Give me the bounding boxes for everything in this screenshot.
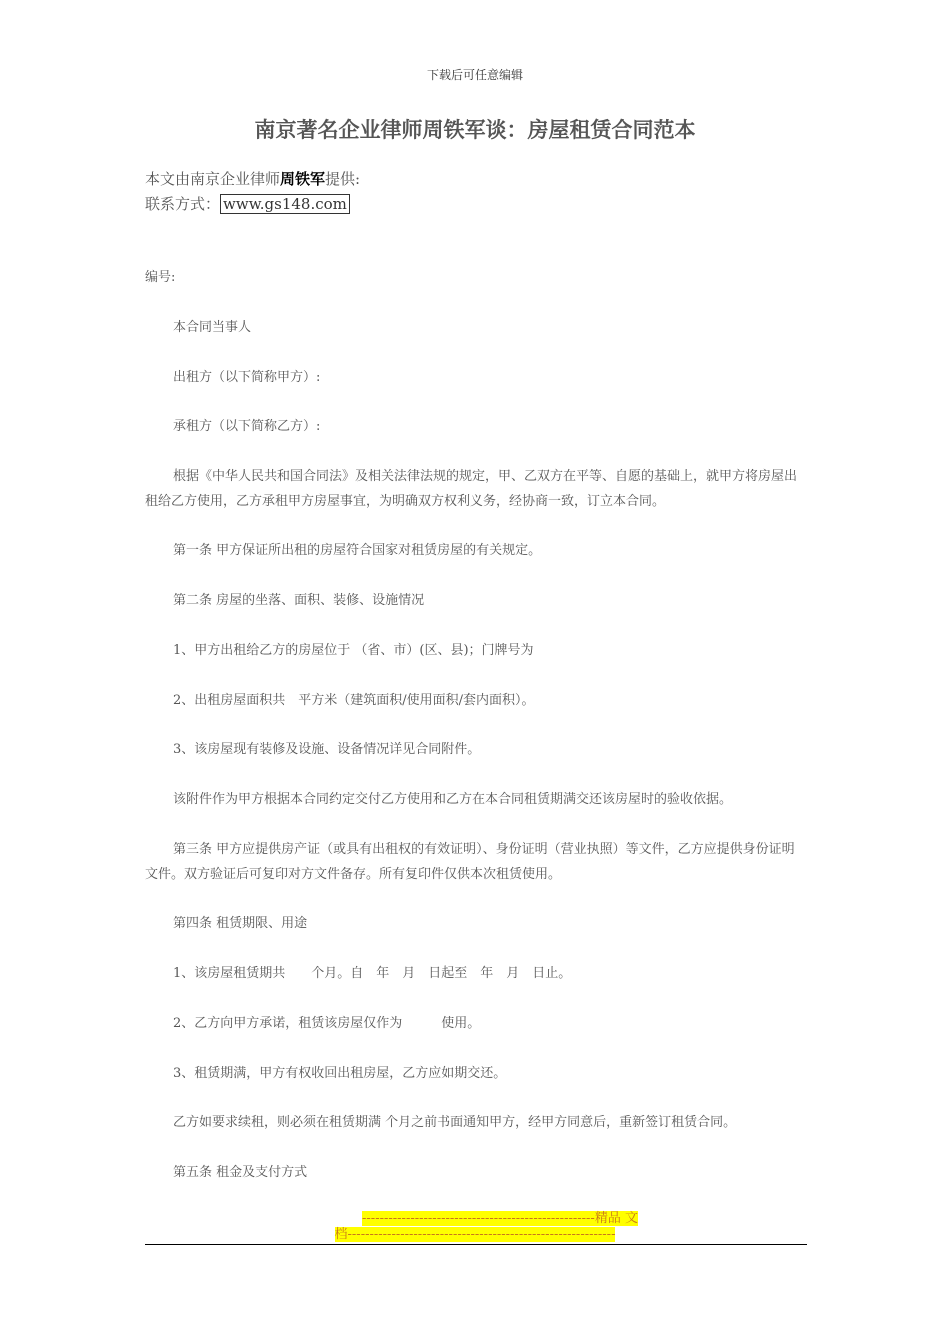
lessor-line: 出租方（以下简称甲方）: (173, 370, 321, 385)
attachment-note: 该附件作为甲方根据本合同约定交付乙方使用和乙方在本合同租赁期满交还该房屋时的验收依据。 (173, 792, 733, 807)
article-3: 第三条 甲方应提供房产证（或具有出租权的有效证明）、身份证明（营业执照）等文件，乙方应提供身份证明文件。双方验证后可复印对方文件备存。所有复印件仅供本次租赁使用。 (145, 842, 795, 882)
contract-number: 编号: (145, 270, 176, 285)
footer-divider (145, 1244, 807, 1245)
footer-text-1: -----------------------------------------------------精品 文 (362, 1211, 638, 1226)
article-1: 第一条 甲方保证所出租的房屋符合国家对租赁房屋的有关规定。 (173, 543, 542, 558)
parties-heading: 本合同当事人 (173, 320, 252, 335)
footer-banner-line-1 (0, 1210, 950, 1227)
article-5-heading: 第五条 租金及支付方式 (173, 1165, 308, 1180)
contact-link[interactable]: www.gs148.com (220, 194, 350, 214)
header-note: 下载后可任意编辑 (426, 68, 523, 82)
article-2-item-1: 1、甲方出租给乙方的房屋位于 （省、市）(区、县)；门牌号为 (173, 643, 534, 658)
article-2-item-2: 2、出租房屋面积共 平方米（建筑面积/使用面积/套内面积）。 (173, 693, 535, 708)
provider-prefix: 本文由南京企业律师 (145, 170, 281, 188)
renewal-paragraph: 乙方如要求续租，则必须在租赁期满 个月之前书面通知甲方，经甲方同意后，重新签订租赁合同。 (173, 1115, 737, 1130)
lawyer-name: 周铁军 (280, 170, 326, 188)
footer-banner-line-2 (0, 1226, 950, 1243)
article-4-item-1: 1、该房屋租赁期共 个月。自 年 月 日起至 年 月 日止。 (173, 966, 572, 981)
provider-suffix: 提供: (325, 170, 361, 188)
preamble-paragraph: 根据《中华人民共和国合同法》及相关法律法规的规定，甲、乙双方在平等、自愿的基础上，就甲方将房屋出租给乙方使用，乙方承租甲方房屋事宜，为明确双方权利义务，经协商一致，订立本合同。 (145, 469, 798, 509)
article-4-item-3: 3、租赁期满，甲方有权收回出租房屋，乙方应如期交还。 (173, 1066, 507, 1081)
contact-line (145, 193, 350, 214)
provider-line (145, 168, 360, 189)
contact-label: 联系方式： (145, 195, 221, 213)
article-4-item-2: 2、乙方向甲方承诺，租赁该房屋仅作为 使用。 (173, 1016, 481, 1031)
footer-text-2: 档------------------------------------------------------------- (334, 1227, 616, 1242)
document-title: 南京著名企业律师周铁军谈：房屋租赁合同范本 (254, 117, 696, 142)
lessee-line: 承租方（以下简称乙方）: (173, 419, 321, 434)
article-4-heading: 第四条 租赁期限、用途 (173, 916, 308, 931)
article-2-heading: 第二条 房屋的坐落、面积、装修、设施情况 (173, 593, 425, 608)
article-2-item-3: 3、该房屋现有装修及设施、设备情况详见合同附件。 (173, 742, 481, 757)
